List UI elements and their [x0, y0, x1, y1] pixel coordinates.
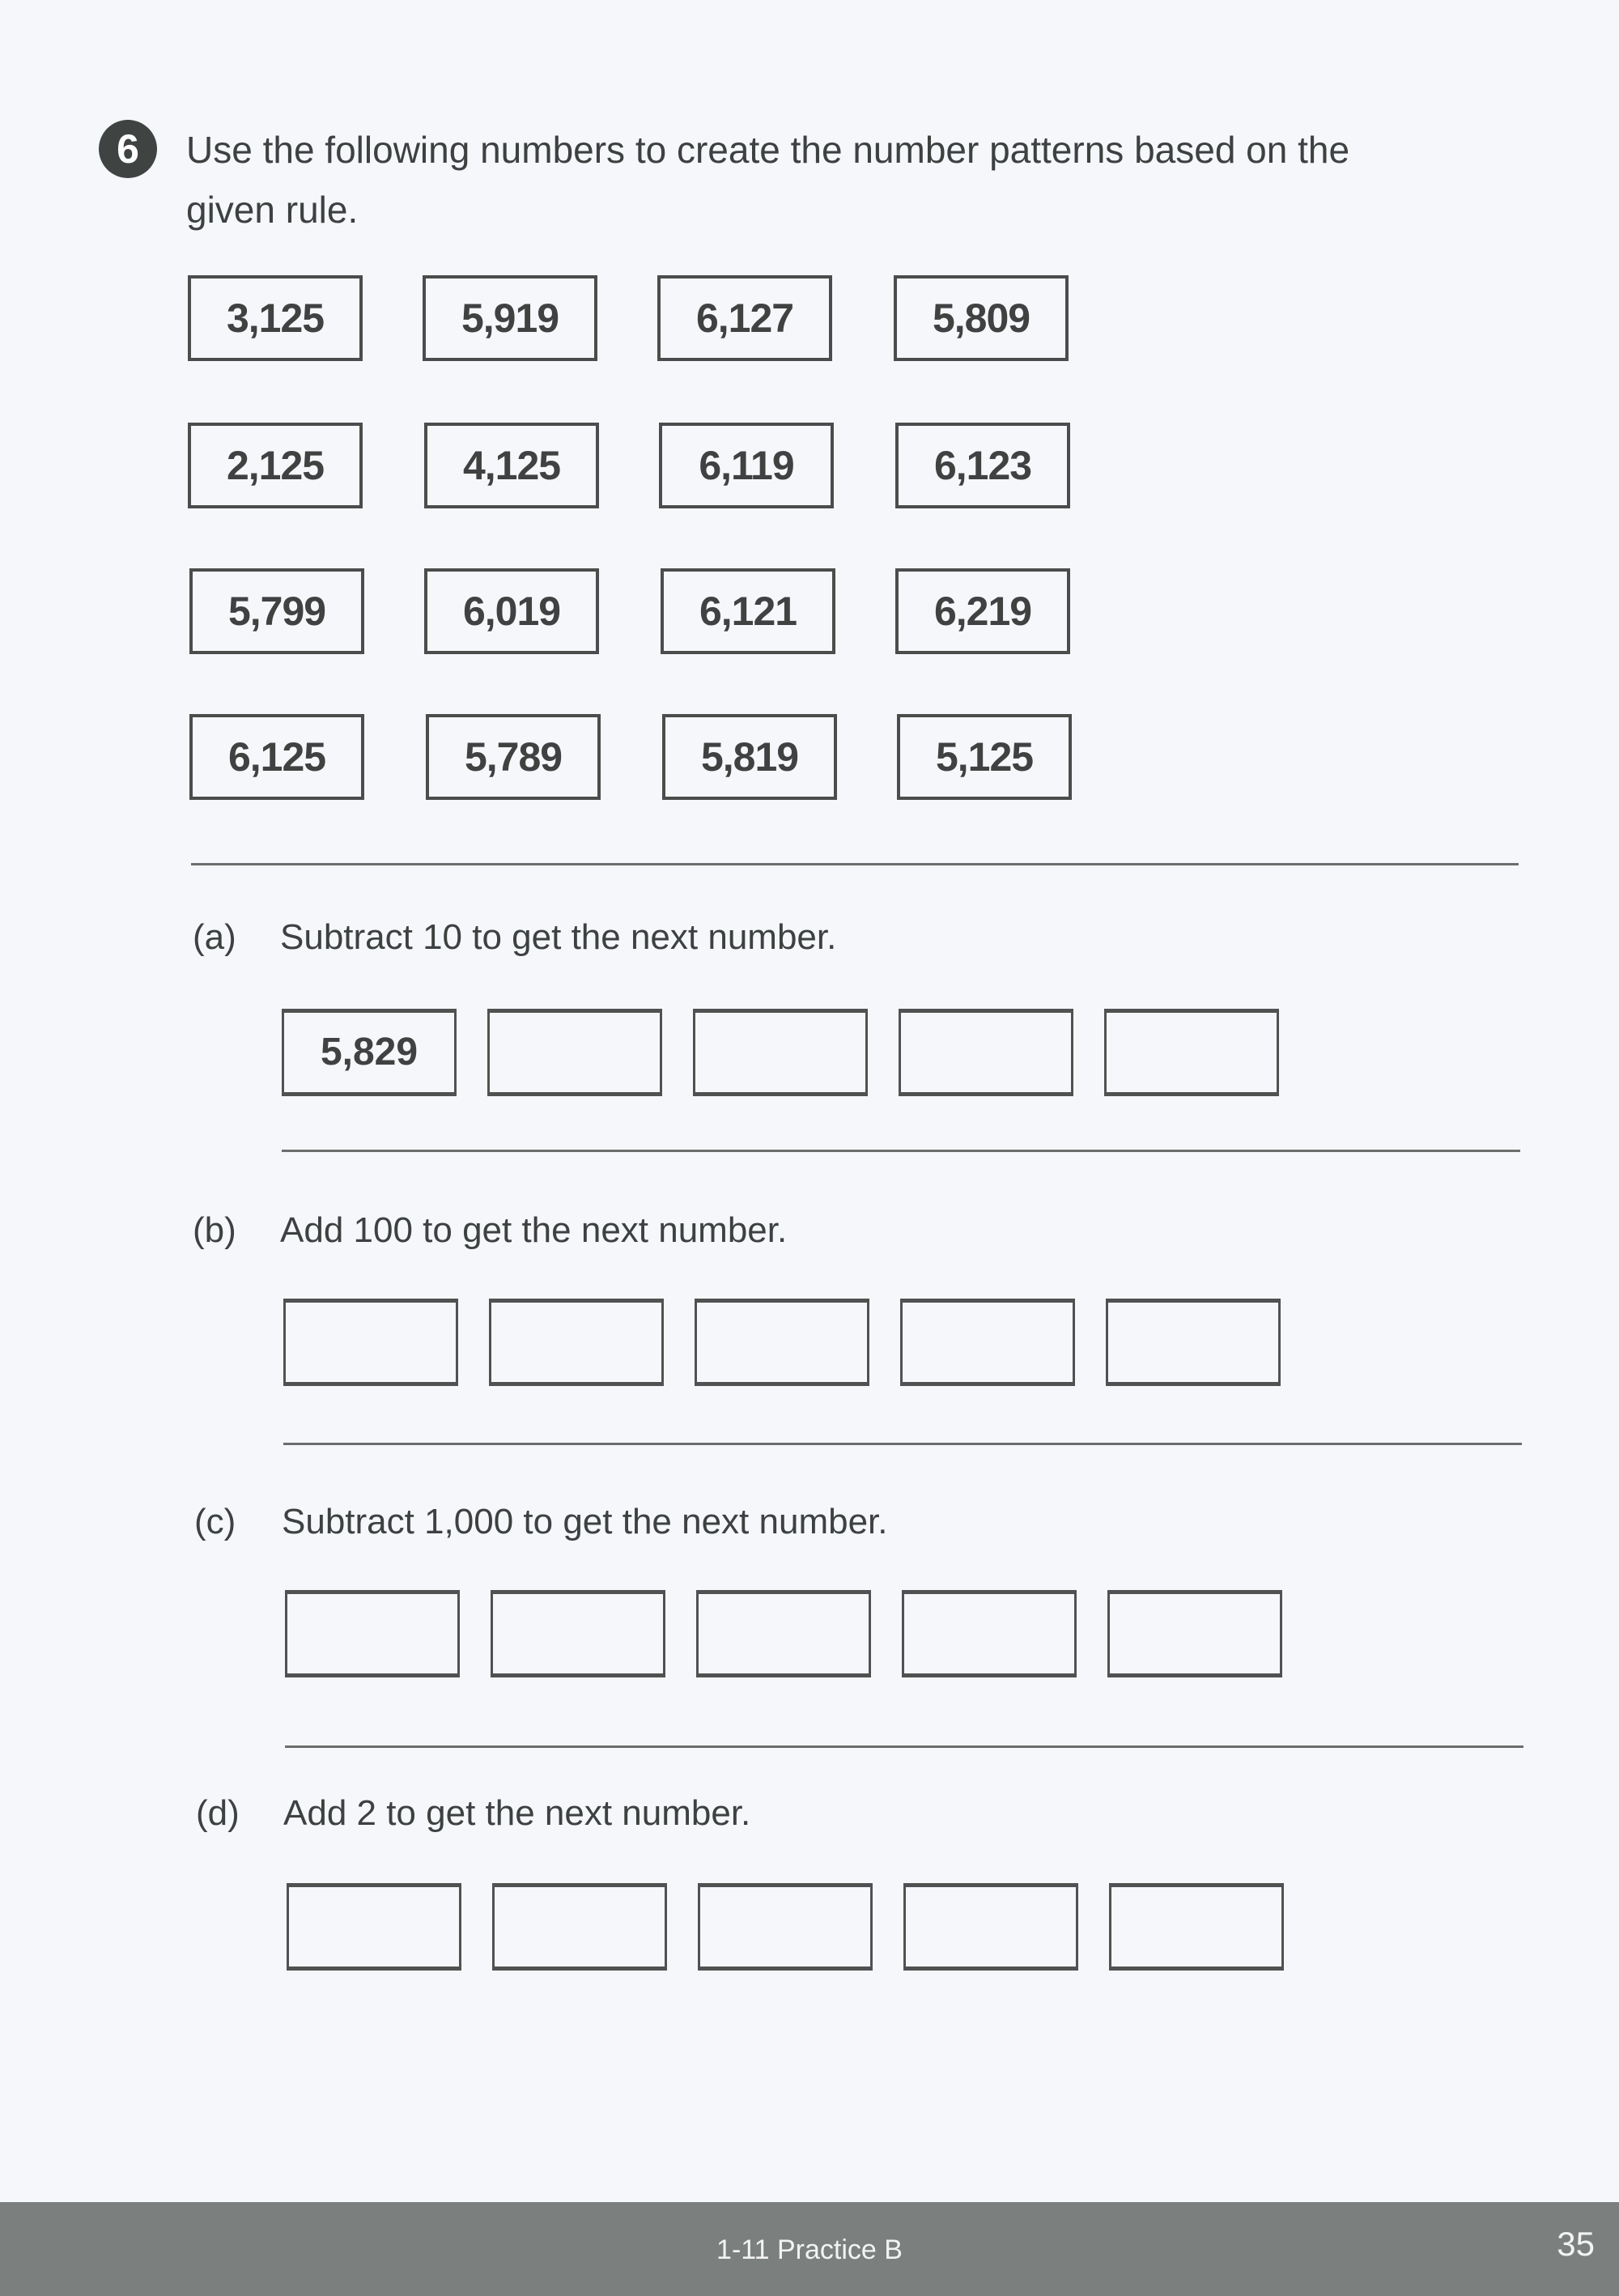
part-letter: (d)	[196, 1793, 240, 1833]
footer-section-title: 1-11 Practice B	[716, 2234, 903, 2265]
part-instruction: Subtract 10 to get the next number.	[280, 917, 837, 957]
answer-box[interactable]	[899, 1009, 1073, 1096]
divider-line	[191, 863, 1519, 865]
answer-box[interactable]: 5,829	[282, 1009, 457, 1096]
question-text: Use the following numbers to create the number patterns based on the given rule.	[186, 129, 1350, 231]
number-card[interactable]: 6,219	[895, 568, 1070, 654]
number-card[interactable]: 4,125	[424, 423, 599, 508]
answer-box[interactable]	[285, 1590, 460, 1677]
number-card[interactable]: 6,127	[657, 275, 832, 361]
answer-box[interactable]	[287, 1883, 461, 1971]
divider-line	[285, 1745, 1523, 1748]
number-card[interactable]: 5,919	[423, 275, 597, 361]
answer-box[interactable]	[696, 1590, 871, 1677]
question-number-badge: 6	[99, 120, 157, 178]
divider-line	[282, 1150, 1520, 1152]
number-card[interactable]: 5,809	[894, 275, 1069, 361]
part-c-label	[194, 1498, 888, 1546]
answer-box[interactable]	[1109, 1883, 1284, 1971]
answer-box[interactable]	[698, 1883, 873, 1971]
answer-box[interactable]	[695, 1299, 869, 1386]
answer-box[interactable]	[487, 1009, 662, 1096]
answer-box[interactable]	[1106, 1299, 1281, 1386]
page-footer	[0, 2202, 1619, 2296]
answer-box[interactable]	[492, 1883, 667, 1971]
number-card[interactable]: 5,799	[189, 568, 364, 654]
answer-box[interactable]	[283, 1299, 458, 1386]
number-card[interactable]: 5,125	[897, 714, 1072, 800]
number-card[interactable]: 3,125	[188, 275, 363, 361]
number-card[interactable]: 6,119	[659, 423, 834, 508]
number-card[interactable]: 6,121	[661, 568, 835, 654]
answer-box[interactable]	[1104, 1009, 1279, 1096]
answer-box[interactable]	[489, 1299, 664, 1386]
part-instruction: Add 100 to get the next number.	[280, 1210, 788, 1250]
answer-box[interactable]	[1107, 1590, 1282, 1677]
answer-box[interactable]	[900, 1299, 1075, 1386]
answer-box[interactable]	[903, 1883, 1078, 1971]
number-card[interactable]: 6,123	[895, 423, 1070, 508]
number-card[interactable]: 5,819	[662, 714, 837, 800]
part-letter: (a)	[193, 917, 236, 957]
part-d-label	[196, 1789, 750, 1838]
number-card[interactable]: 5,789	[426, 714, 601, 800]
part-letter: (c)	[194, 1502, 236, 1541]
part-letter: (b)	[193, 1210, 236, 1250]
part-instruction: Subtract 1,000 to get the next number.	[282, 1502, 888, 1541]
part-a-label	[193, 913, 836, 962]
divider-line	[283, 1443, 1522, 1445]
answer-box[interactable]	[491, 1590, 665, 1677]
part-instruction: Add 2 to get the next number.	[283, 1793, 751, 1833]
number-card[interactable]: 6,125	[189, 714, 364, 800]
page-number: 35	[1557, 2225, 1595, 2263]
answer-box[interactable]	[693, 1009, 868, 1096]
part-b-label	[193, 1206, 787, 1255]
number-card[interactable]: 2,125	[188, 423, 363, 508]
answer-box[interactable]	[902, 1590, 1077, 1677]
number-card[interactable]: 6,019	[424, 568, 599, 654]
